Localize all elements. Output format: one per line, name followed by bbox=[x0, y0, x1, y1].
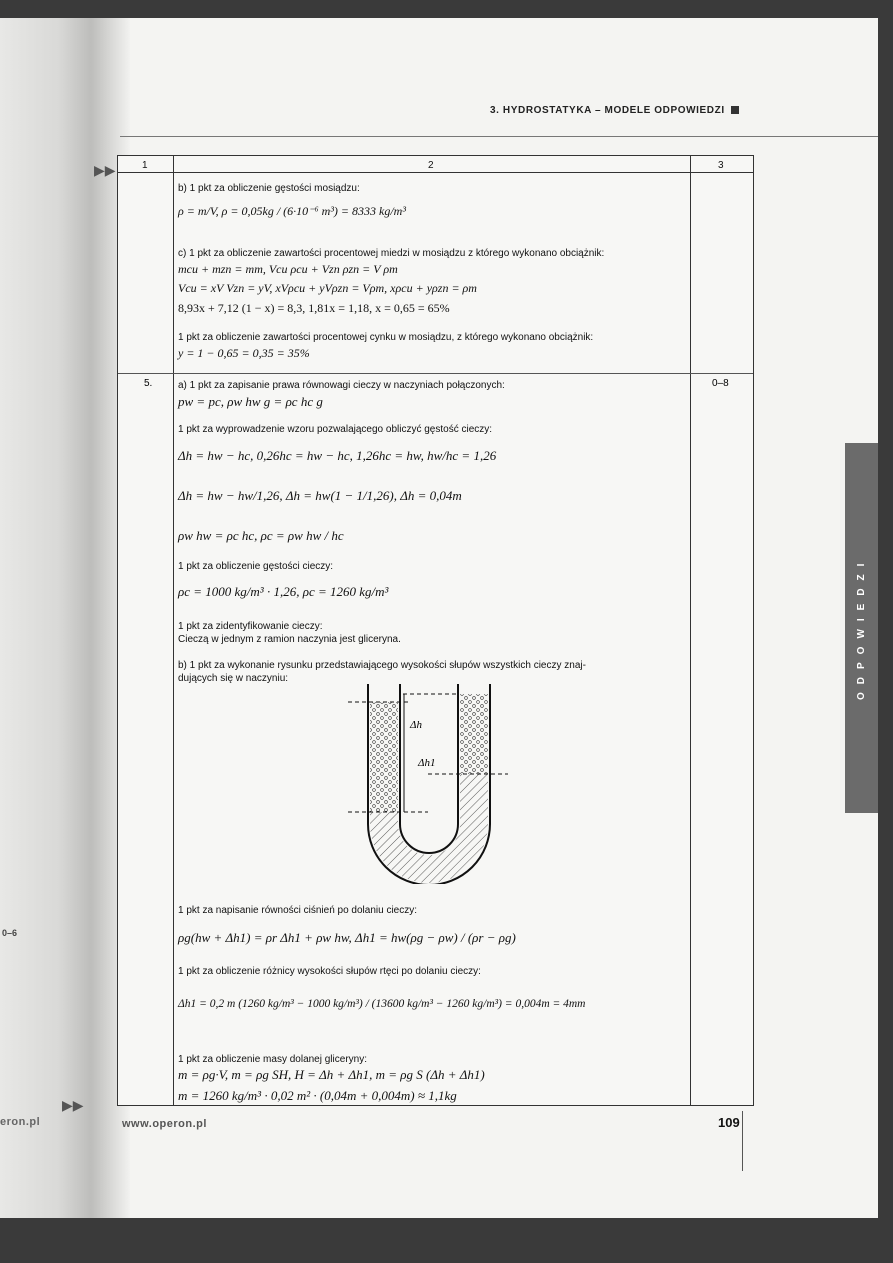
task-number: 5. bbox=[144, 378, 153, 389]
b-label-2: dujących się w naczyniu: bbox=[178, 673, 289, 684]
left-page-edge bbox=[0, 18, 80, 1218]
g-label: 1 pkt za obliczenie gęstości cieczy: bbox=[178, 561, 334, 572]
water-column bbox=[460, 694, 488, 774]
prev-c-formula-2: Vcu = xV Vzn = yV, xVρcu + yVρzn = Vρm, xρcu + yρzn = ρm bbox=[178, 281, 477, 295]
prev-c-formula-1: mcu + mzn = mm, Vcu ρcu + Vzn ρzn = V ρm bbox=[178, 262, 398, 276]
side-tab-label: ODPOWIEDZI bbox=[856, 555, 867, 701]
g-formula: ρc = 1000 kg/m³ · 1,26, ρc = 1260 kg/m³ bbox=[178, 584, 389, 599]
r-formula: Δh1 = 0,2 m (1260 kg/m³ − 1000 kg/m³) / (13600 kg/m³ − 1260 kg/m³) = 0,004m = 4mm bbox=[178, 998, 586, 1010]
col-header-2: 2 bbox=[428, 160, 434, 171]
a-formula: pw = pc, ρw hw g = ρc hc g bbox=[178, 394, 323, 409]
page-header: 3. HYDROSTATYKA – MODELE ODPOWIEDZI bbox=[490, 105, 739, 116]
header-rule bbox=[120, 136, 878, 137]
w-formula-1: Δh = hw − hc, 0,26hc = hw − hc, 1,26hc = hw, hw/hc = 1,26 bbox=[178, 448, 497, 463]
prev-c-label: c) 1 pkt za obliczenie zawartości procentowej miedzi w mosiądzu z którego wykonano obciążnik: bbox=[178, 248, 605, 259]
w-formula-2: Δh = hw − hw/1,26, Δh = hw(1 − 1/1,26), Δh = 0,04m bbox=[178, 488, 462, 503]
prev-d-formula: y = 1 − 0,65 = 0,35 = 35% bbox=[178, 346, 310, 360]
glycerin-column bbox=[370, 702, 398, 812]
m-label: 1 pkt za obliczenie masy dolanej gliceryny: bbox=[178, 1054, 367, 1065]
book-page bbox=[0, 18, 878, 1218]
double-arrow-icon-bottom: ▶▶ bbox=[62, 1098, 84, 1114]
p-formula: ρg(hw + Δh1) = ρr Δh1 + ρw hw, Δh1 = hw(ρg − ρw) / (ρr − ρg) bbox=[178, 930, 516, 945]
m-formula-2: m = 1260 kg/m³ · 0,02 m² · (0,04m + 0,004m) ≈ 1,1kg bbox=[178, 1088, 457, 1103]
col-header-1: 1 bbox=[142, 160, 148, 171]
a-label: a) 1 pkt za zapisanie prawa równowagi cieczy w naczyniach połączonych: bbox=[178, 380, 505, 391]
answer-table bbox=[117, 155, 754, 1106]
w-formula-3: ρw hw = ρc hc, ρc = ρw hw / hc bbox=[178, 528, 344, 543]
prev-d-label: 1 pkt za obliczenie zawartości procentowej cynku w mosiądzu, z którego wykonano obciążnik: bbox=[178, 332, 594, 343]
scan-border bbox=[0, 1218, 893, 1263]
i-text: Cieczą w jednym z ramion naczynia jest gliceryna. bbox=[178, 634, 401, 645]
left-page-url: eron.pl bbox=[0, 1116, 41, 1128]
w-label: 1 pkt za wyprowadzenie wzoru pozwalającego obliczyć gęstość cieczy: bbox=[178, 424, 493, 435]
prev-b-label: b) 1 pkt za obliczenie gęstości mosiądzu: bbox=[178, 183, 360, 194]
footer-url: www.operon.pl bbox=[122, 1118, 207, 1130]
double-arrow-icon: ▶▶ bbox=[94, 163, 116, 179]
m-formula-1: m = ρg·V, m = ρg SH, H = Δh + Δh1, m = ρg S (Δh + Δh1) bbox=[178, 1067, 485, 1082]
square-icon bbox=[731, 106, 739, 114]
prev-b-formula: ρ = m/V, ρ = 0,05kg / (6·10⁻⁶ m³) = 8333 kg/m³ bbox=[178, 204, 406, 218]
prev-c-formula-3: 8,93x + 7,12 (1 − x) = 8,3, 1,81x = 1,18, x = 0,65 = 65% bbox=[178, 301, 450, 315]
u-tube-diagram bbox=[348, 684, 508, 884]
r-label: 1 pkt za obliczenie różnicy wysokości słupów rtęci po dolaniu cieczy: bbox=[178, 966, 481, 977]
page-number: 109 bbox=[718, 1115, 740, 1130]
task-points: 0–8 bbox=[712, 378, 729, 389]
p-label: 1 pkt za napisanie równości ciśnień po dolaniu cieczy: bbox=[178, 905, 418, 916]
left-page-points: 0–6 bbox=[2, 928, 18, 938]
col-header-3: 3 bbox=[718, 160, 724, 171]
b-label-1: b) 1 pkt za wykonanie rysunku przedstawiającego wysokości słupów wszystkich cieczy znaj- bbox=[178, 660, 586, 671]
dh1-label: Δh1 bbox=[418, 757, 436, 769]
dh-label: Δh bbox=[410, 719, 422, 731]
i-label: 1 pkt za zidentyfikowanie cieczy: bbox=[178, 621, 323, 632]
side-tab bbox=[845, 443, 878, 813]
